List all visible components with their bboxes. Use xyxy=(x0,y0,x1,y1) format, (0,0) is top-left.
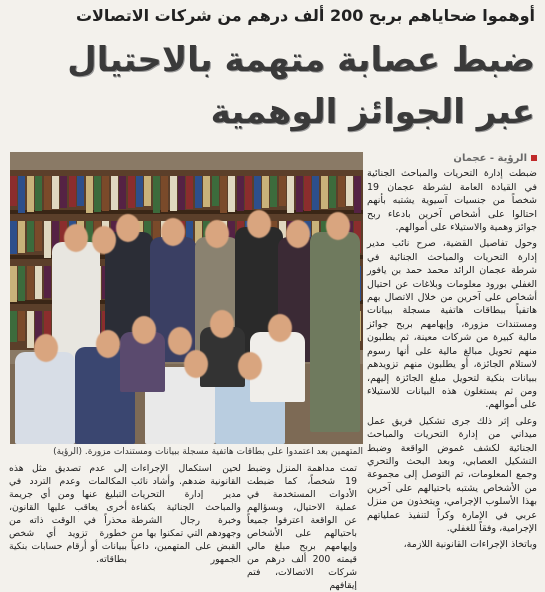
blurred-face xyxy=(268,314,292,342)
paragraph: ضبطت إدارة التحريات والمباحث الجنائية في القيادة العامة لشرطة عجمان 19 شخصاً من جنسيات آسيوية يشتبه بأنهم احتالوا على أشخاص آخرين بادعاء ربح جوائز وهمية والاستيلاء على أموالهم. xyxy=(367,168,537,234)
blurred-face xyxy=(34,334,58,362)
book-spine xyxy=(136,176,143,207)
blurred-face xyxy=(326,212,350,240)
book-spine xyxy=(203,176,210,207)
book-spine xyxy=(18,176,25,213)
book-spine xyxy=(346,176,353,206)
book-spine xyxy=(27,176,34,212)
book-spine xyxy=(354,176,361,213)
book-spine xyxy=(144,176,151,206)
person xyxy=(310,232,360,432)
book-spine xyxy=(18,311,25,341)
body-column-right xyxy=(367,152,537,555)
book-spine xyxy=(329,176,336,208)
kicker: أوهموا ضحاياهم بربح 200 ألف درهم من شركات الاتصالات xyxy=(75,6,535,25)
headline-line-2: عبر الجوائز الوهمية xyxy=(210,92,535,132)
book-spine xyxy=(312,176,319,210)
person xyxy=(52,242,100,362)
book-spine xyxy=(237,176,244,211)
book-spine xyxy=(279,176,286,206)
book-spine xyxy=(69,176,76,207)
book-spine xyxy=(119,176,126,209)
book-spine xyxy=(128,176,135,208)
book-spine xyxy=(220,176,227,213)
news-photo xyxy=(10,152,363,444)
book-spine xyxy=(254,176,261,209)
book-spine xyxy=(296,176,303,212)
blurred-face xyxy=(184,350,208,378)
blurred-face xyxy=(247,210,271,238)
book-spine xyxy=(10,221,17,254)
book-spine xyxy=(18,221,25,253)
blurred-face xyxy=(116,214,140,242)
byline xyxy=(367,152,537,165)
book-spine xyxy=(161,176,168,212)
book-spine xyxy=(153,176,160,213)
paragraph: وباتخاذ الإجراءات القانونية اللازمة، xyxy=(403,539,537,551)
book-spine xyxy=(10,176,17,206)
book-spine xyxy=(262,176,269,208)
blurred-face xyxy=(92,226,116,254)
book-spine xyxy=(304,176,311,211)
blurred-face xyxy=(96,330,120,358)
book-spine xyxy=(27,311,34,348)
blurred-face xyxy=(205,220,229,248)
blurred-face xyxy=(210,310,234,338)
book-spine xyxy=(35,221,42,251)
blurred-face xyxy=(161,218,185,246)
book-spine xyxy=(228,176,235,212)
person xyxy=(15,352,75,444)
book-spine xyxy=(27,266,34,300)
book-spine xyxy=(94,176,101,212)
blurred-face xyxy=(168,327,192,355)
blurred-face xyxy=(132,316,156,344)
book-spine xyxy=(170,176,177,211)
byline-text: الرؤية - عجمان xyxy=(453,153,527,164)
book-spine xyxy=(44,266,51,298)
book-spine xyxy=(35,176,42,211)
book-spine xyxy=(44,221,51,258)
book-spine xyxy=(10,266,17,302)
book-spine xyxy=(111,176,118,210)
book-spine xyxy=(86,176,93,213)
book-spine xyxy=(60,176,67,208)
blurred-face xyxy=(286,220,310,248)
blurred-face xyxy=(238,352,262,380)
book-spine xyxy=(35,266,42,299)
body-column-bottom-3 xyxy=(9,462,127,566)
paragraph: وعلى إثر ذلك جرى تشكيل فريق عمل ميداني من إدارة التحريات والمباحث الجنائية لكشف غموض الواقعة وضبط التشكيل العصابي، وبعد البحث والتحري وجمع المعلومات، تم التوصل إلى مجموعة من الأشخاص يشتبه باحتيالهم على آخرين بهذا الأسلوب الإجرامي، ويتخذون من منزل عربي في الإمارة وكراً لتنفيذ عملياتهم الإجرامية، وفقاً للغفلي. xyxy=(367,415,537,534)
book-spine xyxy=(102,176,109,211)
paragraph: تمت مداهمة المنزل وضبط 19 شخصاً، كما ضبطت الأدوات المستخدمة في عملية الاحتيال، وبسؤالهم عن الواقعة اعترفوا جميعاً باحتيالهم على الأشخاص وإيهامهم بربح مبلغ مالي قيمته 200 ألف درهم من شركات الاتصالات، فتم إيقافهم xyxy=(247,463,357,591)
book-spine xyxy=(18,266,25,301)
book-spine xyxy=(195,176,202,208)
book-spine xyxy=(10,311,17,342)
book-spine xyxy=(44,176,51,210)
book-spine xyxy=(52,176,59,209)
bullet-icon xyxy=(531,155,537,161)
headline-line-1: ضبط عصابة متهمة بالاحتيال xyxy=(67,40,535,80)
book-spine xyxy=(178,176,185,210)
book-spine xyxy=(270,176,277,207)
book-spine xyxy=(186,176,193,209)
photo-caption: المتهمين بعد اعتمدوا على بطاقات هاتفية مسجلة ببيانات ومستندات مزورة. (الرؤية) xyxy=(53,447,363,457)
book-spine xyxy=(321,176,328,209)
book-spine xyxy=(245,176,252,210)
book-spine xyxy=(287,176,294,213)
book-spine xyxy=(77,176,84,206)
paragraph: لحين استكمال الإجراءات القانونية ضدهم. وأشاد نائب مدير إدارة التحريات والمباحث الجنائية بكفاءة وخبرة رجال الشرطة وجهودهم التي تمكنوا بها من القبض على المتهمين، داعياً الجمهور xyxy=(131,463,241,565)
body-column-bottom-1 xyxy=(247,462,357,592)
paragraph: إلى عدم تصديق مثل هذه المكالمات وعدم التردد في التبليغ عنها ومن أي جريمة أخرى يعاقب عليها القانون، محذراً في الوقت ذاته من خطورة تزويد أي شخص ببيانات أو أرقام حسابات بنكية بطاقاته. xyxy=(9,463,127,565)
book-spine xyxy=(27,221,34,252)
book-spine xyxy=(212,176,219,206)
body-column-bottom-2 xyxy=(131,462,241,566)
book-spine xyxy=(338,176,345,207)
blurred-face xyxy=(64,224,88,252)
paragraph: وحول تفاصيل القضية، صرح نائب مدير إدارة التحريات والمباحث الجنائية في شرطة عجمان الرائد محمد حمد بن يافور الغفلي بورود معلومات وبلاغات عن احتيال أشخاص على آخرين من خلال الاتصال بهم هاتفياً ببطاقات هاتفية مسجلة ببيانات ومستندات مزورة، وإيهامهم بربح جوائز مالية كبيرة من شركات معينة، ثم يطلبون منهم تحويل مبالغ مالية على أنها رسوم لاستلام الجائزة، أو يطلبون منهم تزويدهم ببيانات بنكية لتحويل مبلغ الجائزة إليهم، ومن ثم يستغلون هذه البيانات للاستيلاء على أموالهم. xyxy=(367,238,537,411)
